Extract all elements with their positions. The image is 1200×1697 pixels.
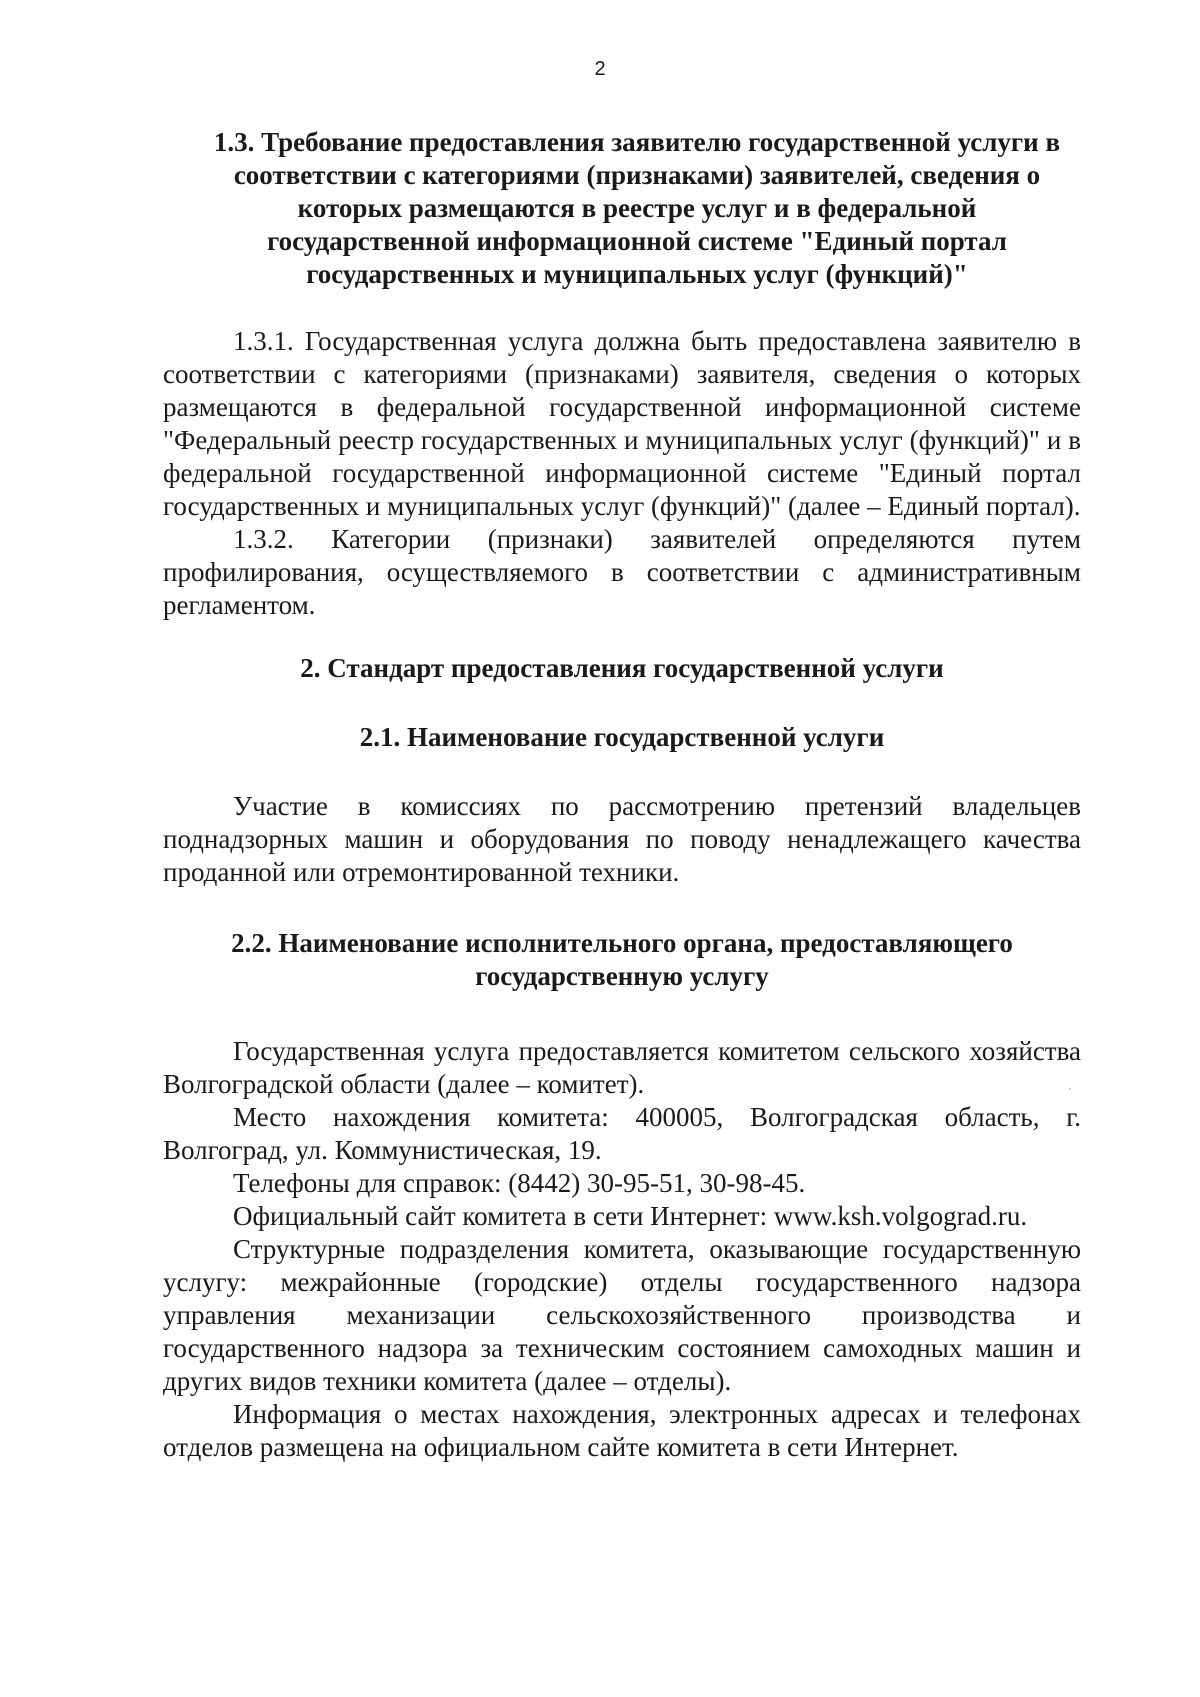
paragraph-2-2-service-provider: Государственная услуга предоставляется комитетом сельского хозяйства Волгоградской области (далее – комитет). (163, 1036, 1081, 1099)
section-1-3-heading: 1.3. Требование предоставления заявителю государственной услуги в соответствии с категориями (признаками) заявителей, сведения о которых размещаются в реестре услуг и в федеральной государственной информационной системе "Единый портал государственных и муниципальных услуг (функций)" (213, 127, 1061, 289)
section-2-1-heading: 2.1. Наименование государственной услуги (359, 722, 885, 752)
paragraph-1-3-1: 1.3.1. Государственная услуга должна быть предоставлена заявителю в соответствии с категориями (признаками) заявителя, сведения о которых размещаются в федеральной государственной информационной системе "Федеральный реестр государственных и муниципальных услуг (функций)" и в федеральной государственной информационной системе "Единый портал государственных и муниципальных услуг (функций)" (далее – Единый портал). (163, 326, 1081, 521)
paragraph-2-2-contacts-info: Информация о местах нахождения, электронных адресах и телефонах отделов размещена на официальном сайте комитета в сети Интернет. (163, 1399, 1081, 1462)
section-2-2-heading: 2.2. Наименование исполнительного органа, предоставляющего государственную услугу (231, 928, 1013, 991)
paragraph-2-2-departments: Структурные подразделения комитета, оказывающие государственную услугу: межрайонные (городские) отделы государственного надзора управления механизации сельскохозяйственного производства и государственного надзора за техническим состоянием самоходных машин и других видов техники комитета (далее – отделы). (163, 1234, 1081, 1396)
paragraph-2-1: Участие в комиссиях по рассмотрению претензий владельцев поднадзорных машин и оборудования по поводу ненадлежащего качества проданной или отремонтированной техники. (163, 791, 1081, 887)
page-number: 2 (594, 58, 606, 80)
scan-speck (1069, 1088, 1071, 1090)
document-body (163, 126, 1081, 1464)
paragraph-2-2-phones: Телефоны для справок: (8442) 30-95-51, 30-98-45. (233, 1168, 806, 1198)
paragraph-1-3-2: 1.3.2. Категории (признаки) заявителей определяются путем профилирования, осуществляемого в соответствии с административным регламентом. (163, 524, 1081, 620)
section-2-heading: 2. Стандарт предоставления государственной услуги (300, 653, 944, 683)
paragraph-2-2-website: Официальный сайт комитета в сети Интернет: www.ksh.volgograd.ru. (233, 1201, 1028, 1231)
paragraph-2-2-location: Место нахождения комитета: 400005, Волгоградская область, г. Волгоград, ул. Коммунистическая, 19. (163, 1102, 1081, 1165)
